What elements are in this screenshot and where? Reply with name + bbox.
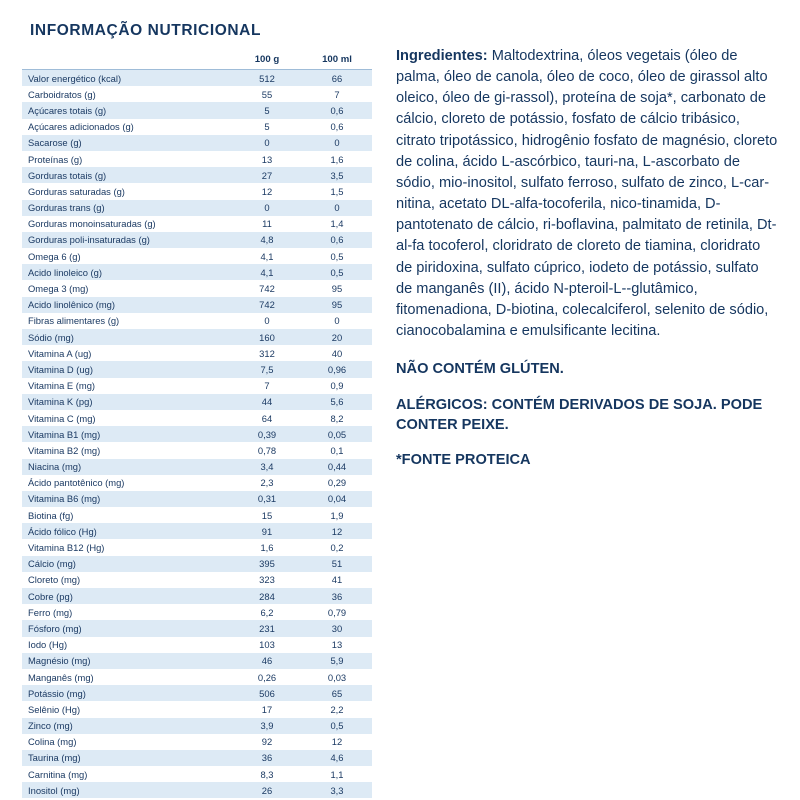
nutrient-value-100ml: 0,79 [302, 604, 372, 620]
table-row [22, 313, 372, 329]
table-row [22, 329, 372, 345]
nutrient-value-100g: 323 [232, 572, 302, 588]
table-row [22, 750, 372, 766]
nutrient-name: Vitamina E (mg) [22, 378, 232, 394]
table-row [22, 588, 372, 604]
nutrient-value-100ml: 0,44 [302, 459, 372, 475]
table-row [22, 572, 372, 588]
table-row [22, 442, 372, 458]
table-row [22, 280, 372, 296]
nutrient-value-100g: 4,1 [232, 248, 302, 264]
protein-source-notice: *FONTE PROTEICA [396, 452, 531, 469]
nutrient-value-100g: 27 [232, 167, 302, 183]
table-row [22, 410, 372, 426]
page-title: INFORMAÇÃO NUTRICIONAL [30, 22, 262, 39]
nutrient-value-100ml: 51 [302, 556, 372, 572]
nutrient-value-100ml: 0,05 [302, 426, 372, 442]
table-row [22, 507, 372, 523]
table-row [22, 556, 372, 572]
table-header-row [22, 52, 372, 70]
table-row [22, 394, 372, 410]
nutrient-value-100ml: 1,4 [302, 216, 372, 232]
nutrient-name: Açúcares adicionados (g) [22, 119, 232, 135]
nutrient-value-100ml: 0,6 [302, 232, 372, 248]
nutrient-value-100g: 55 [232, 86, 302, 102]
nutrient-value-100g: 0 [232, 200, 302, 216]
column-header-nutrient [22, 52, 232, 70]
nutrient-name: Ácido fólico (Hg) [22, 523, 232, 539]
nutrient-value-100ml: 3,5 [302, 167, 372, 183]
nutrient-value-100g: 15 [232, 507, 302, 523]
nutrient-value-100ml: 13 [302, 637, 372, 653]
nutrient-value-100ml: 0,04 [302, 491, 372, 507]
table-row [22, 378, 372, 394]
nutrient-value-100ml: 8,2 [302, 410, 372, 426]
nutrient-name: Cloreto (mg) [22, 572, 232, 588]
gluten-notice: NÃO CONTÉM GLÚTEN. [396, 361, 564, 378]
table-row [22, 734, 372, 750]
nutrient-name: Zinco (mg) [22, 718, 232, 734]
table-row [22, 232, 372, 248]
nutrient-name: Vitamina B6 (mg) [22, 491, 232, 507]
nutrient-value-100g: 231 [232, 620, 302, 636]
nutrient-name: Gorduras saturadas (g) [22, 183, 232, 199]
column-header-100ml: 100 ml [302, 52, 372, 70]
nutrient-name: Inositol (mg) [22, 782, 232, 798]
nutrient-value-100ml: 20 [302, 329, 372, 345]
table-row [22, 523, 372, 539]
nutrition-table-panel [22, 18, 372, 796]
nutrient-value-100g: 1,6 [232, 539, 302, 555]
nutrient-value-100ml: 0,9 [302, 378, 372, 394]
table-row [22, 491, 372, 507]
allergens-notice: ALÉRGICOS: CONTÉM DERIVADOS DE SOJA. PODE CONTER PEIXE. [396, 396, 763, 433]
nutrient-value-100g: 0 [232, 313, 302, 329]
nutrient-value-100ml: 12 [302, 734, 372, 750]
table-head [22, 52, 372, 70]
ingredients-text: Maltodextrina, óleos vegetais (óleo de palma, óleo de canola, óleo de coco, óleo de girassol alto oleico, óleo de gi-rassol), proteína de soja*, carbonato de cálcio, cloreto de potássio, fosfato de cálcio tribásico, citrato tripotássico, hidrogênio fosfato de magnésio, cloreto de colina, ácido L-ascórbico, tauri-na, L-ascorbato de sódio, mio-inositol, sulfato ferroso, sulfato de zinco, L-car-nitina, acetato DL-alfa-tocoferila, nico-tinamida, D-pantotenato de cálcio, ri-boflavina, palmitato de retinila, Dt-al-fa tocoferol, cloridrato de cloreto de tiamina, cloridrato de piridoxina, sulfato cúprico, iodeto de potássio, sulfato de manganês (II), ácido N-pteroil-L--glutâmico, fitomenadiona, D-biotina, colecalciferol, selenito de sódio, cianocobalamina e emulsificante lecitina. [396, 48, 778, 340]
table-row [22, 216, 372, 232]
table-row [22, 264, 372, 280]
nutrient-value-100g: 36 [232, 750, 302, 766]
nutrient-name: Omega 6 (g) [22, 248, 232, 264]
nutrient-value-100ml: 1,1 [302, 766, 372, 782]
nutrient-value-100g: 512 [232, 70, 302, 87]
table-row [22, 200, 372, 216]
table-row [22, 167, 372, 183]
nutrient-value-100g: 0,31 [232, 491, 302, 507]
nutrient-value-100g: 8,3 [232, 766, 302, 782]
ingredients-label: Ingredientes: [396, 48, 488, 64]
nutrient-value-100g: 103 [232, 637, 302, 653]
table-row [22, 701, 372, 717]
table-row [22, 426, 372, 442]
nutrient-value-100g: 3,9 [232, 718, 302, 734]
table-row [22, 782, 372, 798]
nutrient-name: Cálcio (mg) [22, 556, 232, 572]
table-row [22, 119, 372, 135]
nutrient-name: Gorduras poli-insaturadas (g) [22, 232, 232, 248]
nutrient-value-100ml: 0,96 [302, 361, 372, 377]
nutrient-value-100g: 742 [232, 297, 302, 313]
nutrient-value-100g: 17 [232, 701, 302, 717]
nutrient-name: Açúcares totais (g) [22, 102, 232, 118]
nutrient-value-100ml: 65 [302, 685, 372, 701]
nutrient-value-100ml: 30 [302, 620, 372, 636]
table-row [22, 102, 372, 118]
nutrient-value-100g: 742 [232, 280, 302, 296]
nutrient-name: Sódio (mg) [22, 329, 232, 345]
nutrient-name: Gorduras trans (g) [22, 200, 232, 216]
nutrient-name: Vitamina B2 (mg) [22, 442, 232, 458]
table-row [22, 685, 372, 701]
table-row [22, 70, 372, 87]
nutrient-value-100g: 26 [232, 782, 302, 798]
nutrient-name: Gorduras totais (g) [22, 167, 232, 183]
table-row [22, 637, 372, 653]
nutrient-value-100g: 0 [232, 135, 302, 151]
nutrient-value-100g: 312 [232, 345, 302, 361]
ingredients-panel [386, 18, 778, 790]
nutrient-value-100ml: 4,6 [302, 750, 372, 766]
nutrient-value-100ml: 36 [302, 588, 372, 604]
nutrient-value-100ml: 95 [302, 297, 372, 313]
nutrient-name: Omega 3 (mg) [22, 280, 232, 296]
nutrient-name: Manganês (mg) [22, 669, 232, 685]
nutrient-name: Ácido pantotênico (mg) [22, 475, 232, 491]
nutrient-value-100ml: 5,6 [302, 394, 372, 410]
nutrient-name: Taurina (mg) [22, 750, 232, 766]
nutrient-value-100ml: 95 [302, 280, 372, 296]
nutrient-value-100ml: 40 [302, 345, 372, 361]
nutrient-name: Biotina (fg) [22, 507, 232, 523]
table-row [22, 604, 372, 620]
nutrient-name: Vitamina B12 (Hg) [22, 539, 232, 555]
table-body [22, 70, 372, 799]
nutrient-value-100ml: 0,2 [302, 539, 372, 555]
nutrient-value-100g: 92 [232, 734, 302, 750]
nutrient-value-100g: 0,26 [232, 669, 302, 685]
nutrient-value-100ml: 2,2 [302, 701, 372, 717]
nutrient-value-100g: 284 [232, 588, 302, 604]
nutrient-value-100g: 12 [232, 183, 302, 199]
nutrient-name: Cobre (pg) [22, 588, 232, 604]
nutrient-name: Vitamina D (ug) [22, 361, 232, 377]
nutrient-value-100g: 395 [232, 556, 302, 572]
nutrient-value-100g: 5 [232, 102, 302, 118]
nutrient-value-100g: 4,1 [232, 264, 302, 280]
column-header-100g: 100 g [232, 52, 302, 70]
nutrition-table [22, 52, 372, 798]
table-row [22, 475, 372, 491]
nutrient-value-100g: 3,4 [232, 459, 302, 475]
nutrient-value-100ml: 0,5 [302, 718, 372, 734]
ingredients-paragraph [396, 46, 778, 342]
nutrient-name: Acido linoleico (g) [22, 264, 232, 280]
nutrient-value-100g: 0,78 [232, 442, 302, 458]
nutrient-name: Gorduras monoinsaturadas (g) [22, 216, 232, 232]
nutrient-value-100g: 4,8 [232, 232, 302, 248]
nutrient-value-100ml: 0,29 [302, 475, 372, 491]
table-row [22, 620, 372, 636]
table-row [22, 459, 372, 475]
nutrient-name: Vitamina C (mg) [22, 410, 232, 426]
nutrient-value-100g: 91 [232, 523, 302, 539]
nutrient-name: Colina (mg) [22, 734, 232, 750]
nutrient-value-100g: 506 [232, 685, 302, 701]
nutrient-value-100ml: 66 [302, 70, 372, 87]
table-row [22, 86, 372, 102]
nutrient-value-100ml: 0,1 [302, 442, 372, 458]
nutrient-name: Carnitina (mg) [22, 766, 232, 782]
nutrient-value-100ml: 0,5 [302, 264, 372, 280]
nutrient-value-100g: 7 [232, 378, 302, 394]
nutrient-value-100g: 46 [232, 653, 302, 669]
nutrient-name: Magnésio (mg) [22, 653, 232, 669]
nutrient-value-100ml: 7 [302, 86, 372, 102]
nutrient-value-100ml: 0,6 [302, 102, 372, 118]
nutrient-name: Potássio (mg) [22, 685, 232, 701]
nutrient-name: Selênio (Hg) [22, 701, 232, 717]
nutrient-value-100g: 44 [232, 394, 302, 410]
nutrient-value-100ml: 1,9 [302, 507, 372, 523]
table-row [22, 766, 372, 782]
table-row [22, 653, 372, 669]
nutrient-value-100g: 7,5 [232, 361, 302, 377]
nutrient-value-100g: 11 [232, 216, 302, 232]
table-row [22, 135, 372, 151]
nutrient-value-100g: 5 [232, 119, 302, 135]
nutrient-name: Fósforo (mg) [22, 620, 232, 636]
nutrient-name: Vitamina A (ug) [22, 345, 232, 361]
nutrient-value-100g: 64 [232, 410, 302, 426]
nutrient-name: Niacina (mg) [22, 459, 232, 475]
nutrient-value-100ml: 5,9 [302, 653, 372, 669]
nutrient-value-100ml: 0,5 [302, 248, 372, 264]
nutrient-name: Vitamina B1 (mg) [22, 426, 232, 442]
nutrient-value-100g: 13 [232, 151, 302, 167]
table-row [22, 345, 372, 361]
nutrient-value-100g: 6,2 [232, 604, 302, 620]
nutrient-name: Ferro (mg) [22, 604, 232, 620]
table-row [22, 539, 372, 555]
nutrient-value-100ml: 12 [302, 523, 372, 539]
nutrient-value-100g: 2,3 [232, 475, 302, 491]
nutrient-name: Fibras alimentares (g) [22, 313, 232, 329]
nutrient-name: Acido linolênico (mg) [22, 297, 232, 313]
nutrient-value-100ml: 0,6 [302, 119, 372, 135]
nutrient-value-100ml: 1,5 [302, 183, 372, 199]
nutrient-value-100ml: 3,3 [302, 782, 372, 798]
nutrient-value-100ml: 0 [302, 200, 372, 216]
nutrient-name: Iodo (Hg) [22, 637, 232, 653]
table-row [22, 183, 372, 199]
table-row [22, 248, 372, 264]
table-row [22, 151, 372, 167]
table-row [22, 718, 372, 734]
nutrient-value-100ml: 0 [302, 313, 372, 329]
nutrient-value-100ml: 1,6 [302, 151, 372, 167]
table-row [22, 297, 372, 313]
table-row [22, 361, 372, 377]
nutrient-name: Proteínas (g) [22, 151, 232, 167]
nutrient-value-100ml: 0 [302, 135, 372, 151]
nutrient-name: Sacarose (g) [22, 135, 232, 151]
nutrient-value-100ml: 41 [302, 572, 372, 588]
table-row [22, 669, 372, 685]
nutrient-value-100g: 160 [232, 329, 302, 345]
nutrient-value-100g: 0,39 [232, 426, 302, 442]
nutrient-name: Vitamina K (pg) [22, 394, 232, 410]
nutrient-name: Carboidratos (g) [22, 86, 232, 102]
nutrient-value-100ml: 0,03 [302, 669, 372, 685]
nutrient-name: Valor energético (kcal) [22, 70, 232, 87]
